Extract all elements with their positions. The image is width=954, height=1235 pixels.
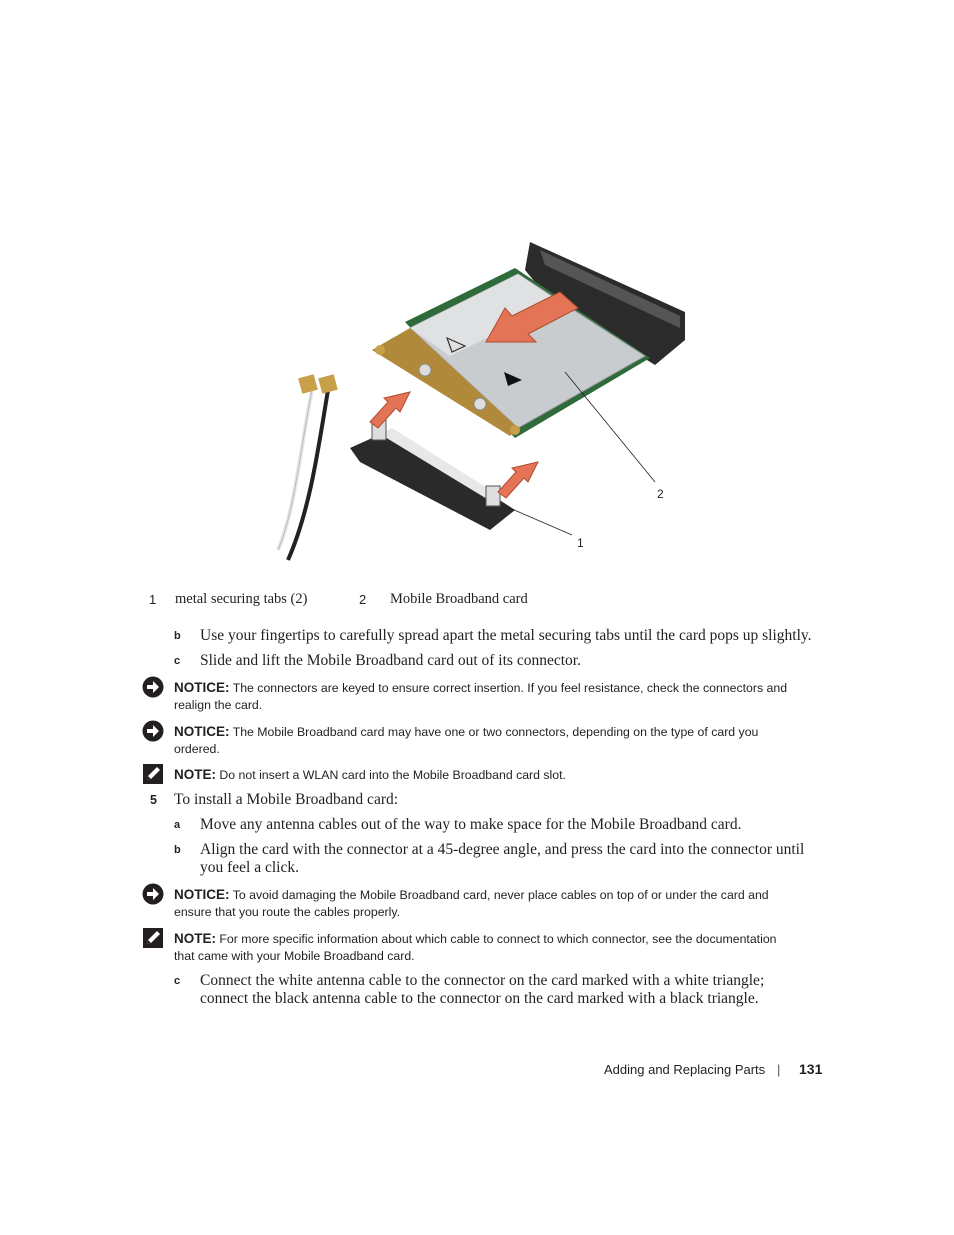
footer-section-title: Adding and Replacing Parts [604,1062,766,1077]
note-pencil-icon [142,763,164,785]
tab-arrow-right [498,462,538,498]
notice-2 [174,723,824,758]
notice-icon [142,676,164,698]
page-number: 131 [799,1061,823,1077]
notice-icon [142,883,164,905]
callout-2-label: 2 [657,487,664,501]
note-5 [174,930,824,965]
step-c2-line2: connect the black antenna cable to the connector on the card marked with a black triangle. [200,990,759,1007]
step-b-letter: b [174,630,181,642]
legend-num-2: 2 [359,592,367,607]
notice-4-line2: ensure that you route the cables properly. [174,905,401,919]
card-screw-hole-left [375,345,385,355]
notice-4-label: NOTICE: [174,887,230,902]
legend-text-1: metal securing tabs (2) [175,591,308,607]
step-b-text: Use your fingertips to carefully spread apart the metal securing tabs until the card pops up slightly. [200,627,812,644]
step-a-letter: a [174,819,181,831]
step-5-text: To install a Mobile Broadband card: [174,791,399,808]
footer-separator: | [777,1062,781,1077]
tab-arrow-left [370,392,410,428]
step-b2-line1: Align the card with the connector at a 45-degree angle, and press the card into the connector until [200,841,805,858]
note-5-line1: For more specific information about which cable to connect to which connector, see the documentation [219,932,777,946]
antenna-connector-black [474,398,486,410]
legend-num-1: 1 [149,592,157,607]
notice-2-line2: ordered. [174,742,220,756]
step-c-text: Slide and lift the Mobile Broadband card out of its connector. [200,652,581,669]
note-3 [174,766,824,784]
antenna-plug-black [318,374,338,394]
white-antenna-cable [278,390,312,550]
notice-1-label: NOTICE: [174,680,230,695]
card-diagram-svg [260,230,700,565]
step-5-number: 5 [150,793,157,807]
notice-2-label: NOTICE: [174,724,230,739]
antenna-plug-white [298,374,318,394]
notice-2-line1: The Mobile Broadband card may have one or two connectors, depending on the type of card you [232,725,759,739]
step-c2-text [200,972,830,1008]
step-b2-letter: b [174,844,181,856]
notice-1 [174,679,824,714]
securing-tab-right [486,486,500,506]
antenna-connector-white [419,364,431,376]
step-b2-line2: you feel a click. [200,859,299,876]
note-pencil-icon [142,927,164,949]
callout-1-label: 1 [577,536,584,550]
callout-2-leader [565,372,655,482]
notice-4-line1: To avoid damaging the Mobile Broadband card, never place cables on top of or under the card and [232,888,769,902]
step-a-text: Move any antenna cables out of the way to make space for the Mobile Broadband card. [200,816,742,833]
step-b2-text [200,841,830,877]
step-c2-letter: c [174,975,181,987]
card-screw-hole-right [510,425,520,435]
note-5-line2: that came with your Mobile Broadband card. [174,949,415,963]
note-5-label: NOTE: [174,931,216,946]
notice-icon [142,720,164,742]
notice-4 [174,886,824,921]
step-c-letter: c [174,655,181,667]
mobile-broadband-card-illustration [260,230,700,565]
notice-1-line1: The connectors are keyed to ensure correct insertion. If you feel resistance, check the connectors and [232,681,788,695]
step-c2-line1: Connect the white antenna cable to the connector on the card marked with a white triangle; [200,972,765,989]
note-3-line1: Do not insert a WLAN card into the Mobile Broadband card slot. [219,768,566,782]
callout-1-leader [505,506,572,535]
card-socket [350,430,515,530]
legend-text-2: Mobile Broadband card [390,591,528,607]
notice-1-line2: realign the card. [174,698,263,712]
note-3-label: NOTE: [174,767,216,782]
